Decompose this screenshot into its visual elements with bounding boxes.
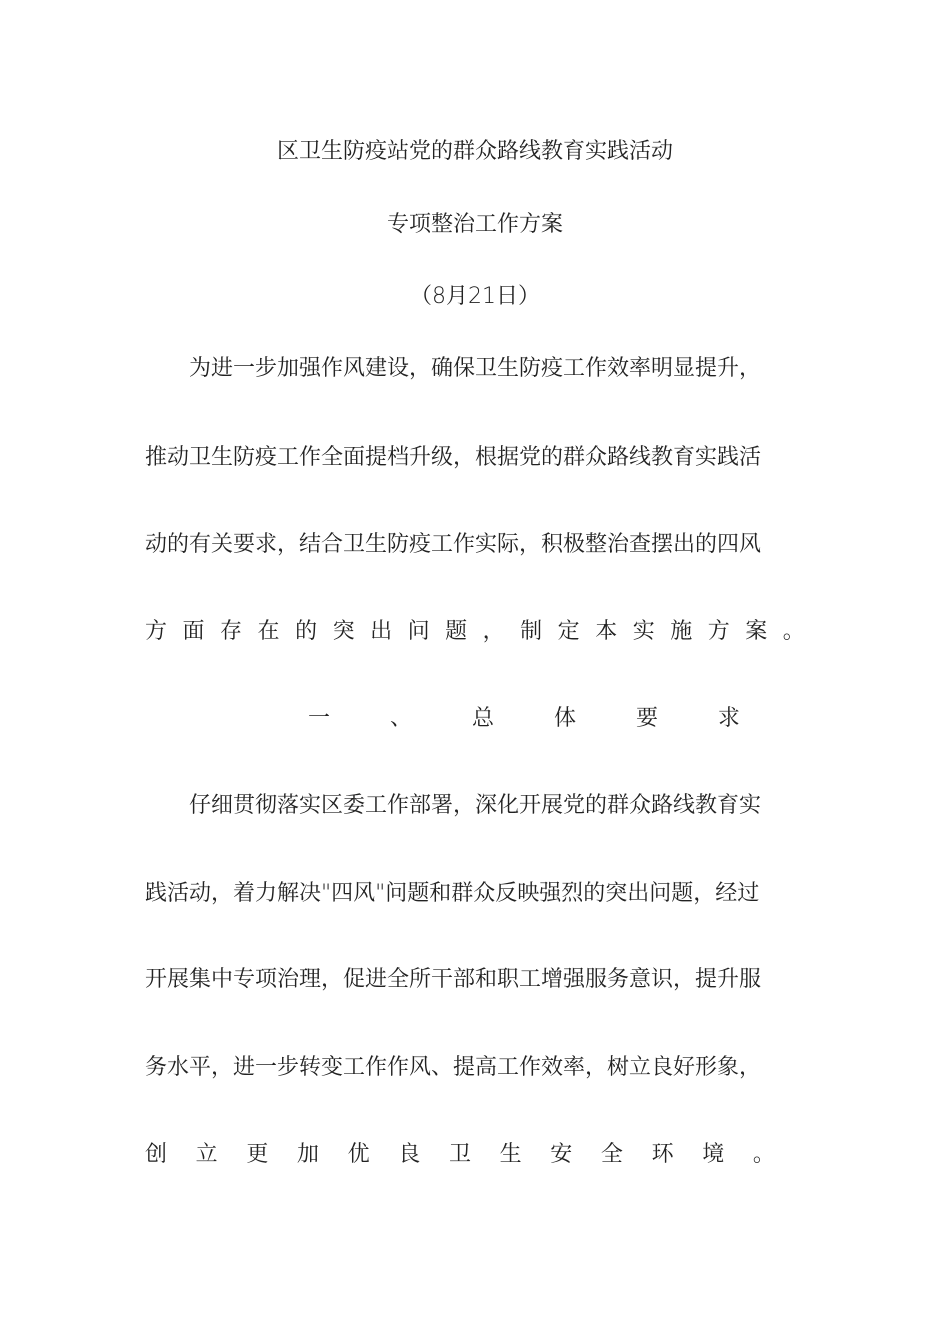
section-1-heading-char: 体 bbox=[553, 706, 576, 731]
paragraph-1-line-4-char: 案 bbox=[745, 619, 768, 644]
paragraph-2-line-5-char: 加 bbox=[296, 1142, 319, 1167]
paragraph-2-line-2: 践活动，着力解决"四风"问题和群众反映强烈的突出问题，经过 bbox=[145, 881, 760, 906]
paragraph-2-line-5-char: 良 bbox=[398, 1142, 421, 1167]
paragraph-1-line-4-char: ， bbox=[482, 619, 505, 644]
paragraph-2-line-3: 开展集中专项治理，促进全所干部和职工增强服务意识，提升服 bbox=[145, 967, 762, 992]
section-1-heading-char: 求 bbox=[717, 706, 740, 731]
paragraph-2-line-5-char: 环 bbox=[651, 1142, 674, 1167]
section-1-heading bbox=[308, 704, 740, 734]
section-1-heading-char: 一 bbox=[308, 706, 331, 731]
paragraph-1-line-4-char: 。 bbox=[782, 619, 805, 644]
paragraph-2-line-1: 仔细贯彻落实区委工作部署，深化开展党的群众路线教育实 bbox=[189, 793, 762, 818]
paragraph-1-line-4-char: 施 bbox=[670, 619, 693, 644]
paragraph-2-line-5-char: 优 bbox=[347, 1142, 370, 1167]
paragraph-1-line-4-char: 存 bbox=[220, 619, 243, 644]
paragraph-1-line-4-char: 方 bbox=[707, 619, 730, 644]
paragraph-2-line-5-char: 境 bbox=[702, 1142, 725, 1167]
document-date: （8月21日） bbox=[410, 284, 540, 309]
document-title: 区卫生防疫站党的群众路线教育实践活动 bbox=[276, 139, 673, 164]
paragraph-1-line-4-char: 在 bbox=[257, 619, 280, 644]
paragraph-1-line-4-char: 题 bbox=[445, 619, 468, 644]
paragraph-1-line-4-char: 定 bbox=[557, 619, 580, 644]
paragraph-1-line-4-char: 实 bbox=[632, 619, 655, 644]
paragraph-1-line-4-char: 本 bbox=[595, 619, 618, 644]
paragraph-1-line-3: 动的有关要求，结合卫生防疫工作实际，积极整治查摆出的四风 bbox=[145, 532, 762, 557]
section-1-heading-char: 、 bbox=[389, 706, 412, 731]
paragraph-1-line-4-char: 突 bbox=[332, 619, 355, 644]
paragraph-1-line-4 bbox=[145, 617, 805, 647]
paragraph-2-line-5-char: 卫 bbox=[448, 1142, 471, 1167]
paragraph-1-line-4-char: 出 bbox=[370, 619, 393, 644]
paragraph-1-line-1: 为进一步加强作风建设，确保卫生防疫工作效率明显提升， bbox=[189, 356, 762, 381]
paragraph-2-line-5-char: 安 bbox=[550, 1142, 573, 1167]
document-subtitle: 专项整治工作方案 bbox=[386, 212, 563, 237]
section-1-heading-char: 要 bbox=[635, 706, 658, 731]
paragraph-2-line-5-char: 创 bbox=[145, 1142, 168, 1167]
paragraph-1-line-4-char: 面 bbox=[182, 619, 205, 644]
paragraph-2-line-5-char: 更 bbox=[246, 1142, 269, 1167]
paragraph-1-line-2: 推动卫生防疫工作全面提档升级，根据党的群众路线教育实践活 bbox=[145, 445, 762, 470]
paragraph-2-line-5 bbox=[145, 1140, 775, 1170]
paragraph-2-line-5-char: 立 bbox=[195, 1142, 218, 1167]
paragraph-1-line-4-char: 问 bbox=[407, 619, 430, 644]
paragraph-1-line-4-char: 的 bbox=[295, 619, 318, 644]
paragraph-2-line-5-char: 全 bbox=[600, 1142, 623, 1167]
paragraph-2-line-5-char: 生 bbox=[499, 1142, 522, 1167]
paragraph-1-line-4-char: 制 bbox=[520, 619, 543, 644]
paragraph-2-line-4: 务水平，进一步转变工作作风、提高工作效率，树立良好形象， bbox=[145, 1055, 762, 1080]
paragraph-1-line-4-char: 方 bbox=[145, 619, 168, 644]
paragraph-2-line-5-char: 。 bbox=[752, 1142, 775, 1167]
section-1-heading-char: 总 bbox=[471, 706, 494, 731]
